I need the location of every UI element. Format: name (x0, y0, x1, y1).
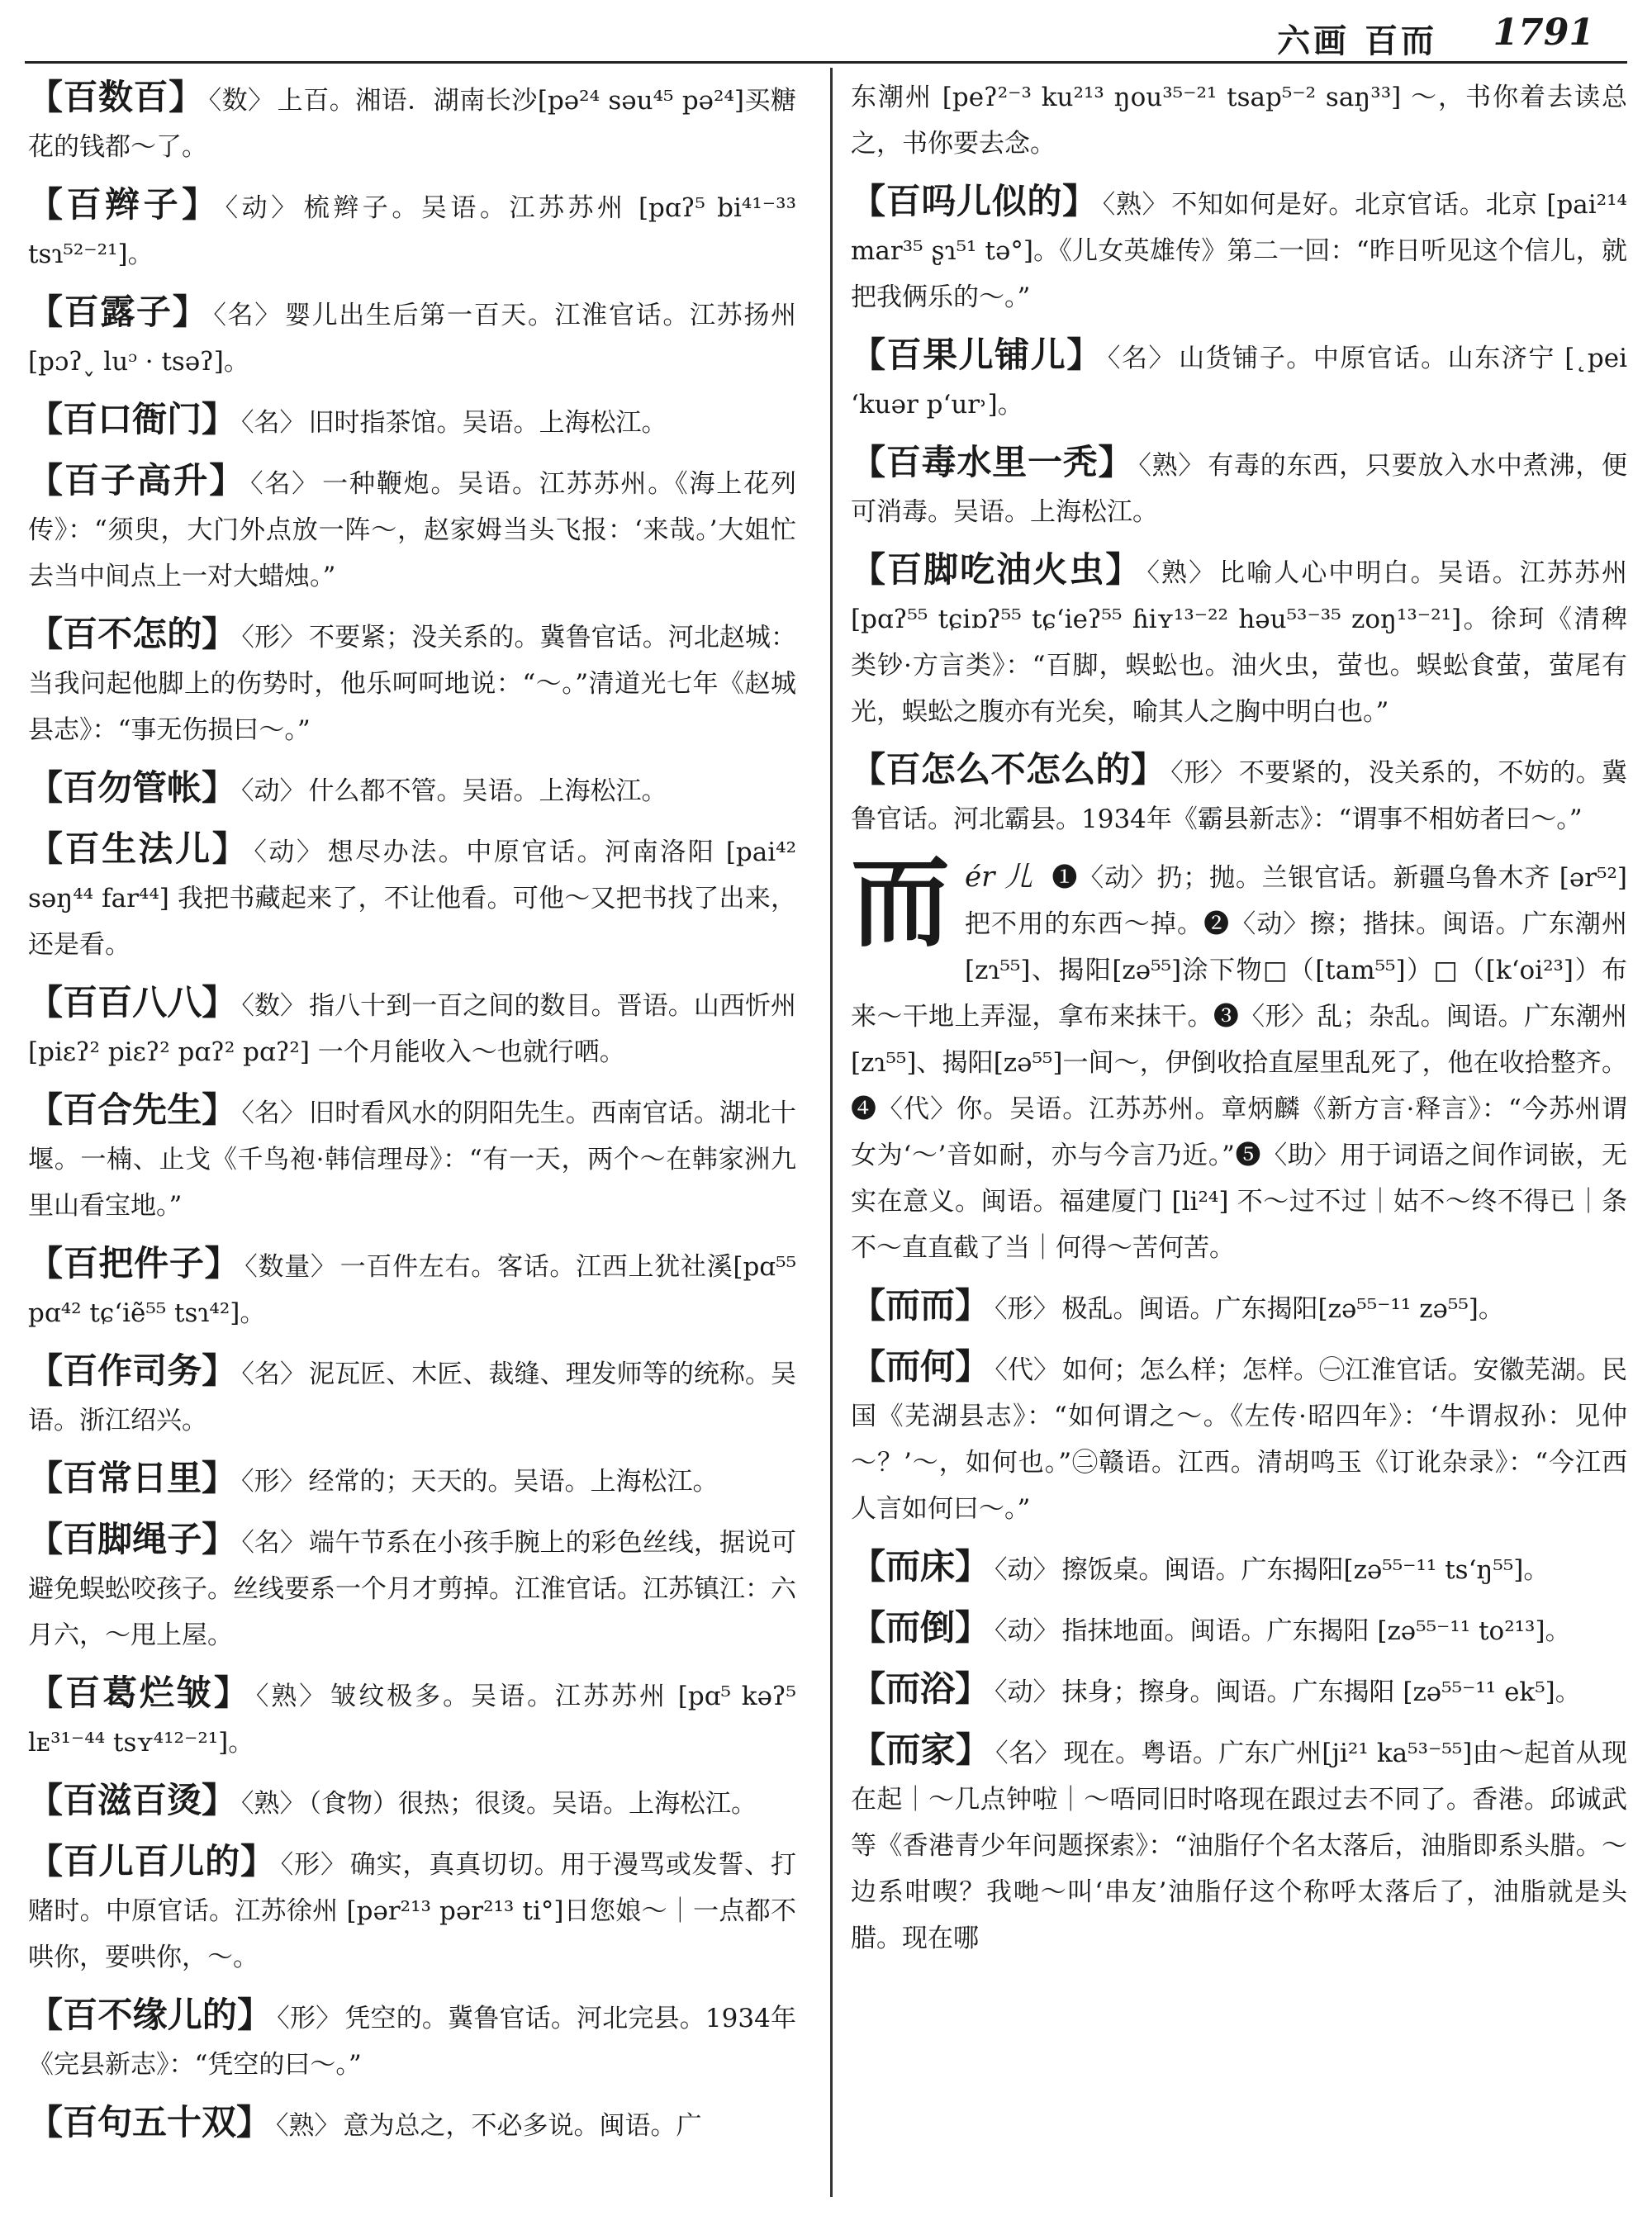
headword: 【百吗儿似的】 (851, 181, 1098, 221)
part-of-speech: 〈动〉 (995, 1677, 1059, 1707)
dictionary-entry (28, 1348, 796, 1444)
dictionary-entry (28, 1455, 796, 1505)
part-of-speech: 〈动〉 (254, 837, 325, 867)
headword: 【百怎么不怎么的】 (851, 749, 1166, 790)
dictionary-entry (28, 611, 796, 753)
part-of-speech: 〈数量〉 (244, 1252, 337, 1282)
definition: 上百。湘语．湖南长沙[pə²⁴ səu⁴⁵ pə²⁴]买糖花的钱都～了。 (28, 86, 796, 162)
headword: 【百子高升】 (28, 460, 246, 501)
part-of-speech: 〈名〉 (241, 1359, 306, 1389)
dictionary-entry (28, 289, 796, 385)
dictionary-entry (851, 747, 1627, 842)
part-of-speech: 〈动〉 (225, 193, 301, 223)
part-of-speech: 〈动〉 (995, 1555, 1059, 1585)
headword: 【而而】 (851, 1285, 990, 1326)
definition: 婴儿出生后第一百天。江淮官话。江苏扬州[pɔʔ˯ luᵓ · tsəʔ]。 (28, 301, 797, 377)
part-of-speech: 〈名〉 (241, 1528, 306, 1558)
dictionary-entry (851, 332, 1627, 428)
part-of-speech: 〈熟〉 (1146, 558, 1217, 588)
er-character: 而 (851, 846, 950, 961)
definition: 端午节系在小孩手腕上的彩色丝线，据说可避免蜈蚣咬孩子。丝线要系一个月才剪掉。江淮官话。江苏镇江：六月六，～甩上屋。 (28, 1528, 797, 1650)
definition: 极乱。闽语。广东揭阳[zə⁵⁵⁻¹¹ zə⁵⁵]。 (1061, 1294, 1504, 1324)
dictionary-entry (851, 439, 1627, 535)
page-header (0, 0, 1652, 58)
headword: 【百常日里】 (28, 1458, 237, 1498)
dictionary-entry (28, 1241, 796, 1336)
definition: 擦饭桌。闽语。广东揭阳[zə⁵⁵⁻¹¹ tsʻŋ⁵⁵]。 (1061, 1555, 1550, 1585)
definition: 什么都不管。吴语。上海松江。 (308, 776, 667, 806)
definition: 旧时看风水的阴阳先生。西南官话。湖北十堰。一楠、止戈《千鸟袍·韩信理母》：“有一天，两个～在韩家洲九里山看宝地。” (28, 1098, 797, 1221)
headword: 【百作司务】 (28, 1350, 237, 1391)
definition: 一种鞭炮。吴语。江苏苏州。《海上花列传》：“须臾，大门外点放一阵～，赵家姆当头飞报：‘来哉。’大姐忙去当中间点上一对大蜡烛。” (28, 469, 796, 591)
dictionary-entry (28, 182, 796, 278)
headword: 【百滋百烫】 (28, 1780, 237, 1820)
headword: 【百脚吃油火虫】 (851, 549, 1142, 590)
dictionary-entry (851, 547, 1627, 735)
definition: （食物）很热；很烫。吴语。上海松江。 (308, 1789, 757, 1819)
part-of-speech: 〈形〉 (1170, 758, 1236, 788)
definition: 经常的；天天的。吴语。上海松江。 (308, 1467, 719, 1497)
part-of-speech: 〈形〉 (241, 1467, 306, 1497)
dictionary-entry (28, 1992, 796, 2088)
dictionary-entry (851, 1666, 1627, 1715)
headword: 【而床】 (851, 1546, 990, 1587)
part-of-speech: 〈形〉 (241, 623, 306, 652)
part-of-speech: 〈数〉 (241, 991, 306, 1021)
definition: 梳辫子。吴语。江苏苏州 [pɑʔ⁵ bi⁴¹⁻³³ tsɿ⁵²⁻²¹]。 (28, 193, 796, 269)
dictionary-entry (28, 1777, 796, 1827)
definition: 想尽办法。中原官话。河南洛阳 [pai⁴² səŋ⁴⁴ far⁴⁴] 我把书藏起来了，不让他看。可他～又把书找了出来，还是看。 (28, 837, 797, 960)
definition: 山货铺子。中原官话。山东济宁 [˛pei ʻkuər pʻur˒]。 (851, 344, 1627, 420)
definition: 凭空的。冀鲁官话。河北完县。1934年《完县新志》：“凭空的曰～。” (28, 2004, 796, 2080)
definition: 旧时指茶馆。吴语。上海松江。 (308, 408, 667, 438)
part-of-speech: 〈形〉 (280, 1850, 347, 1880)
part-of-speech: 〈动〉 (241, 776, 306, 806)
definition: 皱纹极多。吴语。江苏苏州 [pɑ⁵ kəʔ⁵ lᴇ³¹⁻⁴⁴ tsʏ⁴¹²⁻²¹]。 (28, 1682, 796, 1758)
definition: 一百件左右。客话。江西上犹社溪[pɑ⁵⁵ pɑ⁴² tɕʻiẽ⁵⁵ tsɿ⁴²]。 (28, 1252, 796, 1328)
headword: 【百口衙门】 (28, 399, 237, 439)
page-number: 1791 (1493, 12, 1594, 54)
part-of-speech: 〈名〉 (241, 1098, 306, 1128)
part-of-speech: 〈熟〉 (1138, 451, 1205, 481)
definition: 不要紧的，没关系的，不妨的。冀鲁官话。河北霸县。1934年《霸县新志》：“谓事不相妨者曰～。” (851, 758, 1628, 834)
definition: 泥瓦匠、木匠、裁缝、理发师等的统称。吴语。浙江绍兴。 (28, 1359, 797, 1435)
headword: 【百毒水里一秃】 (851, 442, 1134, 482)
dictionary-entry (28, 980, 796, 1075)
dictionary-entry (851, 1544, 1627, 1593)
left-column (28, 74, 796, 2161)
definition: 意为总之，不必多说。闽语。广 (343, 2111, 702, 2141)
definition: 现在。粤语。广东广州[ji²¹ ka⁵³⁻⁵⁵]由～起首从现在起｜～几点钟啦｜～唔同旧时咯现在跟过去不同了。香港。邱诚武等《香港青少年问题探索》：“油脂仔个名太落后，油脂即系头腊。～边系咁喫？我哋～叫‘串友’油脂仔这个称呼太落后了，油脂就是头腊。现在哪 (851, 1739, 1627, 1953)
er-definition: ❶〈动〉扔；抛。兰银官话。新疆乌鲁木齐 [ər⁵²]把不用的东西～掉。❷〈动〉擦；揩抹。闽语。广东潮州[zɿ⁵⁵]、揭阳[zə⁵⁵]涂下物□（[tam⁵⁵]）□（[kʻoi²³]）布来～干地上弄湿，拿布来抹干。❸〈形〉乱；杂乱。闽语。广东潮州[zɿ⁵⁵]、揭阳[zə⁵⁵]一间～，伊倒收拾直屋里乱死了，他在收拾整齐。❹〈代〉你。吴语。江苏苏州。章炳麟《新方言·释言》：“今苏州谓女为‘～’音如耐，亦与今言乃近。”❺〈助〉用于词语之间作词嵌，无实在意义。闽语。福建厦门 [li²⁴] 不～过不过｜姑不～终不得已｜条不～直直截了当｜何得～苦何苦。 (851, 863, 1628, 1263)
headword: 【百合先生】 (28, 1089, 237, 1130)
headword: 【百果儿铺儿】 (851, 334, 1103, 375)
dictionary-entry (851, 1344, 1627, 1532)
part-of-speech: 〈数〉 (208, 86, 274, 116)
section-label: 六画 百而 (1277, 21, 1437, 60)
part-of-speech: 〈名〉 (250, 469, 320, 499)
definition: 东潮州 [peʔ²⁻³ ku²¹³ ŋou³⁵⁻²¹ tsap⁵⁻² saŋ³³] ～，书你着去读总之，书你要去念。 (851, 83, 1627, 159)
headword: 【百百八八】 (28, 982, 237, 1022)
headword: 【百辫子】 (28, 184, 221, 225)
headword: 【百不怎的】 (28, 614, 237, 654)
dictionary-entry (28, 1087, 796, 1229)
headword: 【百儿百儿的】 (28, 1841, 276, 1881)
dictionary-entry (851, 1283, 1627, 1332)
definition: 如何；怎么样；怎样。㊀江淮官话。安徽芜湖。民国《芜湖县志》：“如何谓之～。《左传·昭四年》：‘牛谓叔孙：见仲～？’～，如何也。”㊁赣语。江西。清胡鸣玉《订讹杂录》：“今江西人言如何曰～。” (851, 1355, 1628, 1524)
header-rule (25, 61, 1627, 64)
headword: 【百露子】 (28, 292, 209, 332)
dictionary-entry (28, 2100, 796, 2149)
headword: 【百句五十双】 (28, 2102, 272, 2142)
definition: 指八十到一百之间的数目。晋语。山西忻州 [piɛʔ² piɛʔ² pɑʔ² pɑʔ²] 一个月能收入～也就行哂。 (28, 991, 797, 1067)
dictionary-entry (28, 765, 796, 814)
headword: 【百把件子】 (28, 1243, 240, 1283)
definition: 不要紧；没关系的。冀鲁官话。河北赵城：当我问起他脚上的伤势时，他乐呵呵地说：“～。”清道光七年《赵城县志》：“事无伤损曰～。” (28, 623, 797, 745)
dictionary-entry (28, 458, 796, 600)
column-divider (830, 68, 833, 2197)
definition: 不知如何是好。北京官话。北京 [pai²¹⁴ mar³⁵ ʂɿ⁵¹ tə°]。《儿女英雄传》第二一回：“昨日听见这个信儿，就把我俩乐的～。” (851, 190, 1627, 312)
headword: 【百勿管帐】 (28, 767, 237, 808)
definition: 指抹地面。闽语。广东揭阳 [zə⁵⁵⁻¹¹ to²¹³]。 (1061, 1616, 1571, 1646)
headword: 【而浴】 (851, 1668, 990, 1709)
headword: 【百生法儿】 (28, 828, 249, 869)
part-of-speech: 〈熟〉 (1102, 190, 1169, 220)
part-of-speech: 〈熟〉 (276, 2111, 340, 2141)
definition: 确实，真真切切。用于漫骂或发誓、打赌时。中原官话。江苏徐州 [pər²¹³ pər²¹³ ti°]日您娘～｜一点都不哄你，要哄你，～。 (28, 1850, 797, 1972)
er-pinyin: ér 儿 (965, 861, 1033, 894)
definition: 有毒的东西，只要放入水中煮沸，便可消毒。吴语。上海松江。 (851, 451, 1628, 527)
headword: 【百不缘儿的】 (28, 1995, 273, 2035)
part-of-speech: 〈形〉 (277, 2004, 342, 2033)
part-of-speech: 〈名〉 (1107, 344, 1176, 373)
dictionary-entry (28, 74, 796, 170)
part-of-speech: 〈代〉 (995, 1355, 1060, 1385)
dictionary-entry (851, 74, 1627, 167)
dictionary-entry (851, 178, 1627, 320)
dictionary-entry (851, 1727, 1627, 1962)
dictionary-entry (851, 1605, 1627, 1654)
headword: 【百葛烂皱】 (28, 1672, 251, 1713)
right-column (851, 74, 1627, 1973)
right-entries-top (851, 74, 1627, 842)
dictionary-entry (28, 1839, 796, 1981)
part-of-speech: 〈动〉 (995, 1616, 1059, 1646)
dictionary-entry (28, 826, 796, 968)
dictionary-entry (28, 1670, 796, 1766)
headword: 【而倒】 (851, 1607, 990, 1648)
headword: 【百数百】 (28, 77, 204, 117)
dictionary-entry (28, 1516, 796, 1658)
definition: 比喻人心中明白。吴语。江苏苏州 [pɑʔ⁵⁵ tɕiɒʔ⁵⁵ tɕʻieʔ⁵⁵ ɦiʏ¹³⁻²² həu⁵³⁻³⁵ zoŋ¹³⁻²¹]。徐珂《清稗类钞·方言类》：“百脚，蜈蚣也。油火虫，萤也。蜈蚣食萤，萤尾有光，蜈蚣之腹亦有光矣，喻其人之胸中明白也。” (851, 558, 1628, 727)
dictionary-entry (28, 396, 796, 446)
headword: 【百脚绳子】 (28, 1519, 237, 1559)
right-entries-bottom (851, 1283, 1627, 1962)
headword: 【而家】 (851, 1729, 991, 1770)
part-of-speech: 〈名〉 (213, 301, 282, 330)
er-char-entry (851, 846, 1628, 1271)
part-of-speech: 〈名〉 (241, 408, 306, 438)
part-of-speech: 〈名〉 (995, 1739, 1061, 1768)
part-of-speech: 〈形〉 (995, 1294, 1059, 1324)
definition: 抹身；擦身。闽语。广东揭阳 [zə⁵⁵⁻¹¹ ek⁵]。 (1061, 1677, 1581, 1707)
headword: 【而何】 (851, 1346, 990, 1387)
part-of-speech: 〈熟〉 (255, 1682, 328, 1711)
part-of-speech: 〈熟〉 (241, 1789, 306, 1819)
